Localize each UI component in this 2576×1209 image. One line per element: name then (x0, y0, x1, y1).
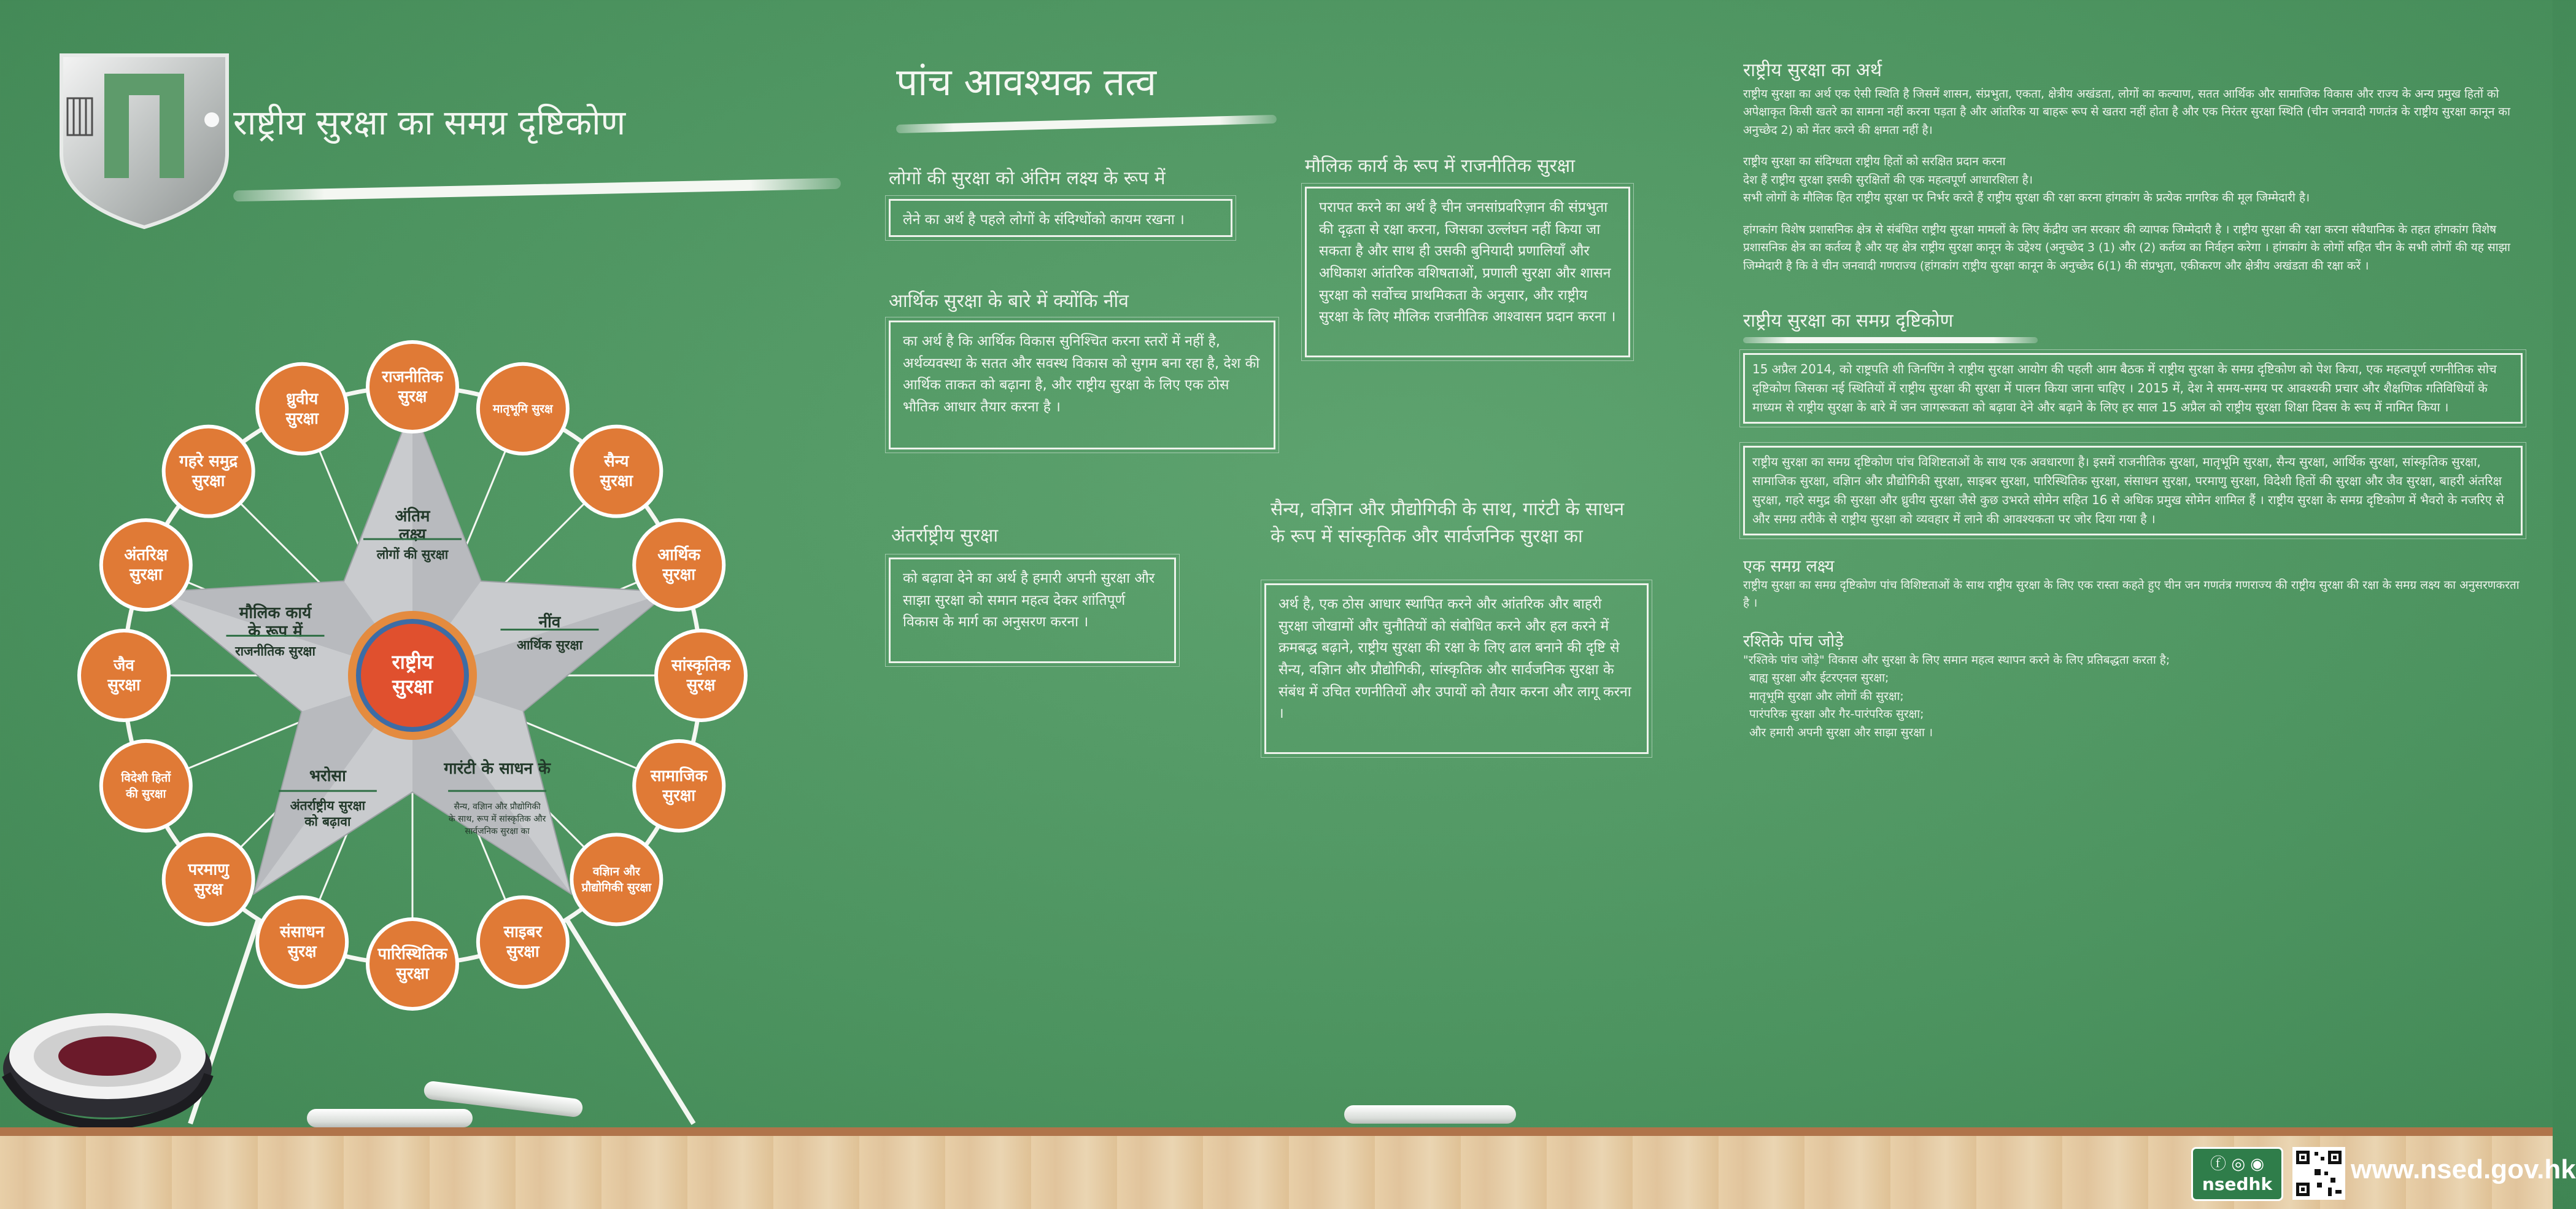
security-domain-circle (366, 917, 459, 1011)
security-domain-circle (476, 362, 570, 456)
section-paragraph: राष्ट्रीय सुरक्षा का समग्र दृष्टिकोण पांच विशिष्टताओं के साथ राष्ट्रीय सुरक्षा के लिए एक रास्ता कहते हुए चीन जन गणतंत्र गणराज्य की राष्ट्रीय सुरक्षा की रक्षा के समग्र लक्ष्य का अनुसरणकरता है । (1743, 578, 2520, 610)
star-point-title: गारंटी के साधन के (444, 759, 551, 778)
holistic-box-1: 15 अप्रैल 2014, को राष्ट्रपति शी जिनपिंग ने राष्ट्रीय सुरक्षा आयोग की पहली आम बैठक में राष्ट्रीय सुरक्षा के समग्र दृष्टिकोण को पेश किया, एक महत्वपूर्ण रणनीतिक सोच दृष्टिकोण जिसका नई स्थितियों में राष्ट्रीय सुरक्षा की सुरक्षा में पालन किया जाना चाहिए । 2015 में, देश ने समय-समय पर आवश्यकी प्रचार और शैक्षणिक गतिविधियों के माध्यम से राष्ट्रीय सुरक्षा के बारे में जन जागरूकता को बढ़ावा देने और बढ़ाने के लिए हर साल 15 अप्रैल को राष्ट्रीय सुरक्षा शिक्षा दिवस के रूप में नामित किया । (1743, 353, 2523, 424)
panel-body: परापत करने का अर्थ है चीन जनसांप्रवरिज़ान की संप्रभुता की दृढ़ता से रक्षा करना, जिसका उल्लंघन नहीं किया जा सकता है और साथ ही उसकी बुनियादी प्रणालियाँ और अधिकाश आंतरिक वशिषताओं, प्रणाली सुरक्षा और शासन सुरक्षा को सर्वोच्च प्राथमिकता के अनुसार, और राष्ट्रीय सुरक्षा के लिए मौलिक राजनीतिक आश्वासन प्रदान करना । (1319, 200, 1616, 325)
list-item: "रश्तिके पांच जोड़े" विकास और सुरक्षा के लिए समान महत्व स्थापन करने के लिए प्रतिबद्धता करता है; (1743, 653, 2170, 667)
security-domain-circle (255, 895, 349, 989)
star-point-title: भरोसा (309, 766, 346, 785)
panel-political-security (1305, 187, 1630, 357)
chalk-piece-icon (1344, 1105, 1516, 1124)
star-point-subtitle: अंतर्राष्ट्रीय सुरक्षा को बढ़ावा (290, 798, 366, 830)
circle-label: ध्रुवीय सुरक्षा (285, 389, 319, 428)
circle-label: वज्ञिान और प्रौद्योगिकी सुरक्षा (581, 864, 652, 894)
panel-guarantee (1264, 583, 1649, 754)
social-icons (2193, 1151, 2281, 1174)
security-domain-circle (632, 518, 725, 612)
section-heading-holistic: राष्ट्रीय सुरक्षा का समग्र दृष्टिकोण (1743, 309, 1954, 332)
website-link[interactable]: www.nsed.gov.hk (2351, 1154, 2576, 1184)
shield-logo-icon (49, 49, 239, 233)
qr-code-icon[interactable] (2292, 1147, 2345, 1200)
page-title: राष्ट्रीय सुरक्षा का समग्र दृष्टिकोण (233, 103, 626, 143)
star-point-title: नींव (538, 612, 561, 631)
security-domain-circle (162, 425, 255, 518)
easel-leg (568, 921, 694, 1124)
section-paragraph: हांगकांग विशेष प्रशासनिक क्षेत्र से संबंधित राष्ट्रीय सुरक्षा मामलों के लिए केंद्रीय जन सरकार की व्यापक जिम्मेदारी है । राष्ट्रीय सुरक्षा की रक्षा करना संवैधानिक के तहत हांगकांग विशेष प्रशासनिक क्षेत्र का कर्तव्य है और यह क्षेत्र राष्ट्रीय सुरक्षा कानून के उद्देश्य (अनुच्छेद 3 (1) और (2) कर्तव्य का निर्वहन करेगा । हांगकांग के लोगों सहित चीन के सभी लोगों की यह साझा जिम्मेदारी है कि वे चीन जनवादी गणराज्य (हांगकांग राष्ट्रीय सुरक्षा कानून के अनुच्छेद 6(1) की संप्रभुता, एकीकरण और क्षेत्रीय अखंडता की रक्षा करें । (1743, 222, 2510, 273)
circle-label: सांस्कृतिक सुरक्ष (671, 656, 730, 694)
list-item: पारंपरिक सुरक्षा और गैर-पारंपरिक सुरक्षा; (1749, 707, 1924, 721)
weibo-icon: ◉ (2250, 1155, 2264, 1173)
star-point-subtitle: राजनीतिक सुरक्षा (235, 643, 315, 659)
panel-body: को बढ़ावा देने का अर्थ है हमारी अपनी सुरक्षा और साझा सुरक्षा को समान महत्व देकर शांतिपूर्ण विकास के मार्ग का अनुसरण करना । (903, 570, 1155, 631)
circle-label: आर्थिक सुरक्षा (657, 545, 701, 584)
security-domain-circle (99, 739, 193, 833)
chalk-ledge (0, 1136, 2553, 1209)
circle-label: सामाजिक सुरक्षा (650, 766, 708, 805)
panel-heading-guarantee: सैन्य, वज्ञिान और प्रौद्योगिकी के साथ, गारंटी के साधन के रूप में सांस्कृतिक और सार्वजनिक सुरक्षा का (1271, 499, 1625, 547)
circle-label: सैन्य सुरक्षा (600, 452, 633, 491)
circle-fill (573, 836, 659, 922)
security-domain-circle (476, 895, 570, 989)
section-paragraph: राष्ट्रीय सुरक्षा का संदिग्धता राष्ट्रीय हितों को सरक्षित प्रदान करना (1743, 155, 2006, 169)
circle-label: गहरे समुद्र सुरक्षा (179, 452, 238, 491)
right-column (1743, 56, 2523, 742)
header (25, 37, 822, 233)
panel-economic-security (889, 321, 1275, 449)
security-domain-circle (366, 340, 459, 433)
circle-label: मातृभूमि सुरक्ष (493, 402, 553, 416)
circle-label: अंतरिक्ष सुरक्षा (124, 545, 168, 584)
list-item: मातृभूमि सुरक्षा और लोगों की सुरक्षा; (1749, 689, 1904, 703)
section-underline (1743, 337, 2038, 343)
list-item: बाह्य सुरक्षा और ईटरएनल सुरक्षा; (1749, 671, 1889, 685)
instagram-icon: ◎ (2231, 1155, 2245, 1173)
section-paragraph: राष्ट्रीय सुरक्षा का अर्थ एक ऐसी स्थिति है जिसमें शासन, संप्रभुता, एकता, क्षेत्रीय अखंडता, लोगों का कल्याण, सतत आर्थिक और सामाजिक विकास और राज्य के अन्य प्रमुख हितों को अपेक्षाकृत किसी खतरे का सामना नहीं करना पड़ता है और आंतरिक या बाहरू रूप से खतरा नहीं होता है और एक निरंतर सुरक्षा स्थिति (चीन जनवादी गणतंत्र के राष्ट्रीय सुरक्षा कानून का अनुच्छेद 2) को मेंतर करने की क्षमता नहीं है। (1743, 87, 2510, 137)
panel-international-security (889, 558, 1176, 663)
security-domain-circle (570, 425, 663, 518)
security-domain-circle (162, 833, 255, 926)
holistic-box-2: राष्ट्रीय सुरक्षा का समग्र दृष्टिकोण पांच विशिष्टताओं के साथ एक अवधारणा है। इसमें राजनीतिक सुरक्षा, मातृभूमि सुरक्षा, सैन्य सुरक्षा, आर्थिक सुरक्षा, सांस्कृतिक सुरक्षा, सामाजिक सुरक्षा, वज्ञिान और प्रौद्योगिकी सुरक्षा, साइबर सुरक्षा, पारिस्थितिक सुरक्षा, संसाधन सुरक्षा, परमाणु सुरक्षा, विदेशी हितों की सुरक्षा और जैव सुरक्षा, बाहरी अंतरिक्ष सुरक्षा, गहरे समुद्र की सुरक्षा और ध्रुवीय सुरक्षा जैसे कुछ उभरते सोमेन सहित 16 से अधिक प्रमुख सोमेन शामिल हैं । राष्ट्रीय सुरक्षा के समग्र दृष्टिकोण में भैवरो के नजरिए से और समग्र तरीके से राष्ट्रीय सुरक्षा को व्यवहार में लाने की आवश्यकता पर जोर दिया गया है । (1743, 446, 2523, 535)
security-domain-circle (570, 833, 663, 926)
security-domain-circle (77, 629, 171, 722)
circle-label: परमाणु सुरक्ष (188, 860, 229, 898)
panel-body: लेने का अर्थ है पहले लोगों के संदिग्धोंको कायम रखना । (903, 212, 1185, 228)
star-point-subtitle: आर्थिक सुरक्षा (516, 637, 583, 653)
middle-title-underline (896, 115, 1277, 133)
facebook-icon: ⓕ (2210, 1155, 2227, 1173)
star-point-subtitle: सैन्य, वज्ञिान और प्रौद्योगिकी के साथ, रूप में सांस्कृतिक और सार्वजनिक सुरक्षा का (448, 802, 546, 837)
star-point-subtitle: लोगों की सुरक्षा (376, 547, 449, 562)
circle-label: विदेशी हितों की सुरक्षा (121, 771, 171, 801)
section-heading-goal: एक समग्र लक्ष्य (1743, 556, 1835, 576)
circle-label: पारिस्थितिक सुरक्षा (377, 944, 447, 983)
star-point-title: अंतिम लक्ष्य (395, 507, 430, 544)
circle-fill (103, 743, 189, 829)
eraser-icon (0, 982, 221, 1136)
ledge-edge (0, 1127, 2553, 1136)
circle-label: साइबर सुरक्षा (503, 922, 543, 961)
security-domain-circle (632, 739, 725, 833)
panel-heading-people-security: लोगों की सुरक्षा को अंतिम लक्ष्य के रूप में (889, 168, 1166, 189)
panel-heading-economic-security: आर्थिक सुरक्षा के बारे में क्योंकि नींव (889, 290, 1129, 312)
panel-body: का अर्थ है कि आर्थिक विकास सुनिश्चित करना स्तरों में नहीं है, अर्थव्यवस्था के सतत और सवस्थ विकास को सुगम बना रहा है, देश की आर्थिक ताकत को बढ़ाना है, और राष्ट्रीय सुरक्षा के लिए एक ठोस भौतिक आधार तैयार करना है । (903, 333, 1260, 415)
security-domain-circle (654, 629, 748, 722)
security-domain-circle (255, 362, 349, 456)
circle-label: राजनीतिक सुरक्ष (382, 367, 443, 406)
section-paragraph: सभी लोगों के मौलिक हित राष्ट्रीय सुरक्षा पर निर्भर करते हैं राष्ट्रीय सुरक्षा की रक्षा करना हांगकांग के प्रत्येक नागरिक की मूल जिम्मेदारी है। (1743, 191, 2310, 205)
panel-heading-political-security: मौलिक कार्य के रूप में राजनीतिक सुरक्षा (1305, 155, 1576, 177)
social-badge[interactable] (2191, 1147, 2283, 1201)
section-paragraph: देश हैं राष्ट्रीय सुरक्षा इसकी सुरक्षितों की एक महत्वपूर्ण आधारशिला है। (1743, 173, 2033, 187)
chalk-piece-icon (307, 1109, 473, 1127)
circle-label: संसाधन सुरक्ष (279, 922, 325, 961)
panel-people-security (889, 199, 1232, 237)
list-item: और हमारी अपनी सुरक्षा और साझा सुरक्षा । (1749, 725, 1933, 739)
center-label: राष्ट्रीय सुरक्षा (392, 650, 433, 698)
security-domain-circle (99, 518, 193, 612)
panel-body: अर्थ है, एक ठोस आधार स्थापित करने और आंतरिक और बाहरी सुरक्षा जोखामों और चुनौतियों को संबोधित करने और हल करने में क्रमबद्ध बढ़ाने, राष्ट्रीय सुरक्षा की रक्षा के लिए ढाल बनाने की दृष्टि से सैन्य, वज्ञिान और प्रौद्योगिकी, सांस्कृतिक और सार्वजनिक सुरक्षा के संबंध में उचित रणनीतियों और उपायों को तैयार करना और लागू करना । (1278, 596, 1631, 722)
panel-heading-international-security: अंतर्राष्ट्रीय सुरक्षा (891, 525, 999, 546)
section-heading-meaning: राष्ट्रीय सुरक्षा का अर्थ (1743, 60, 1882, 81)
star-point-title: मौलिक कार्य के रूप में (239, 603, 312, 640)
middle-title: पांच आवश्यक तत्व (896, 60, 1157, 104)
circle-label: जैव सुरक्षा (107, 656, 141, 694)
social-label: nsedhk (2202, 1174, 2273, 1194)
section-heading-five-pairs: रश्तिके पांच जोड़े (1743, 631, 1844, 651)
